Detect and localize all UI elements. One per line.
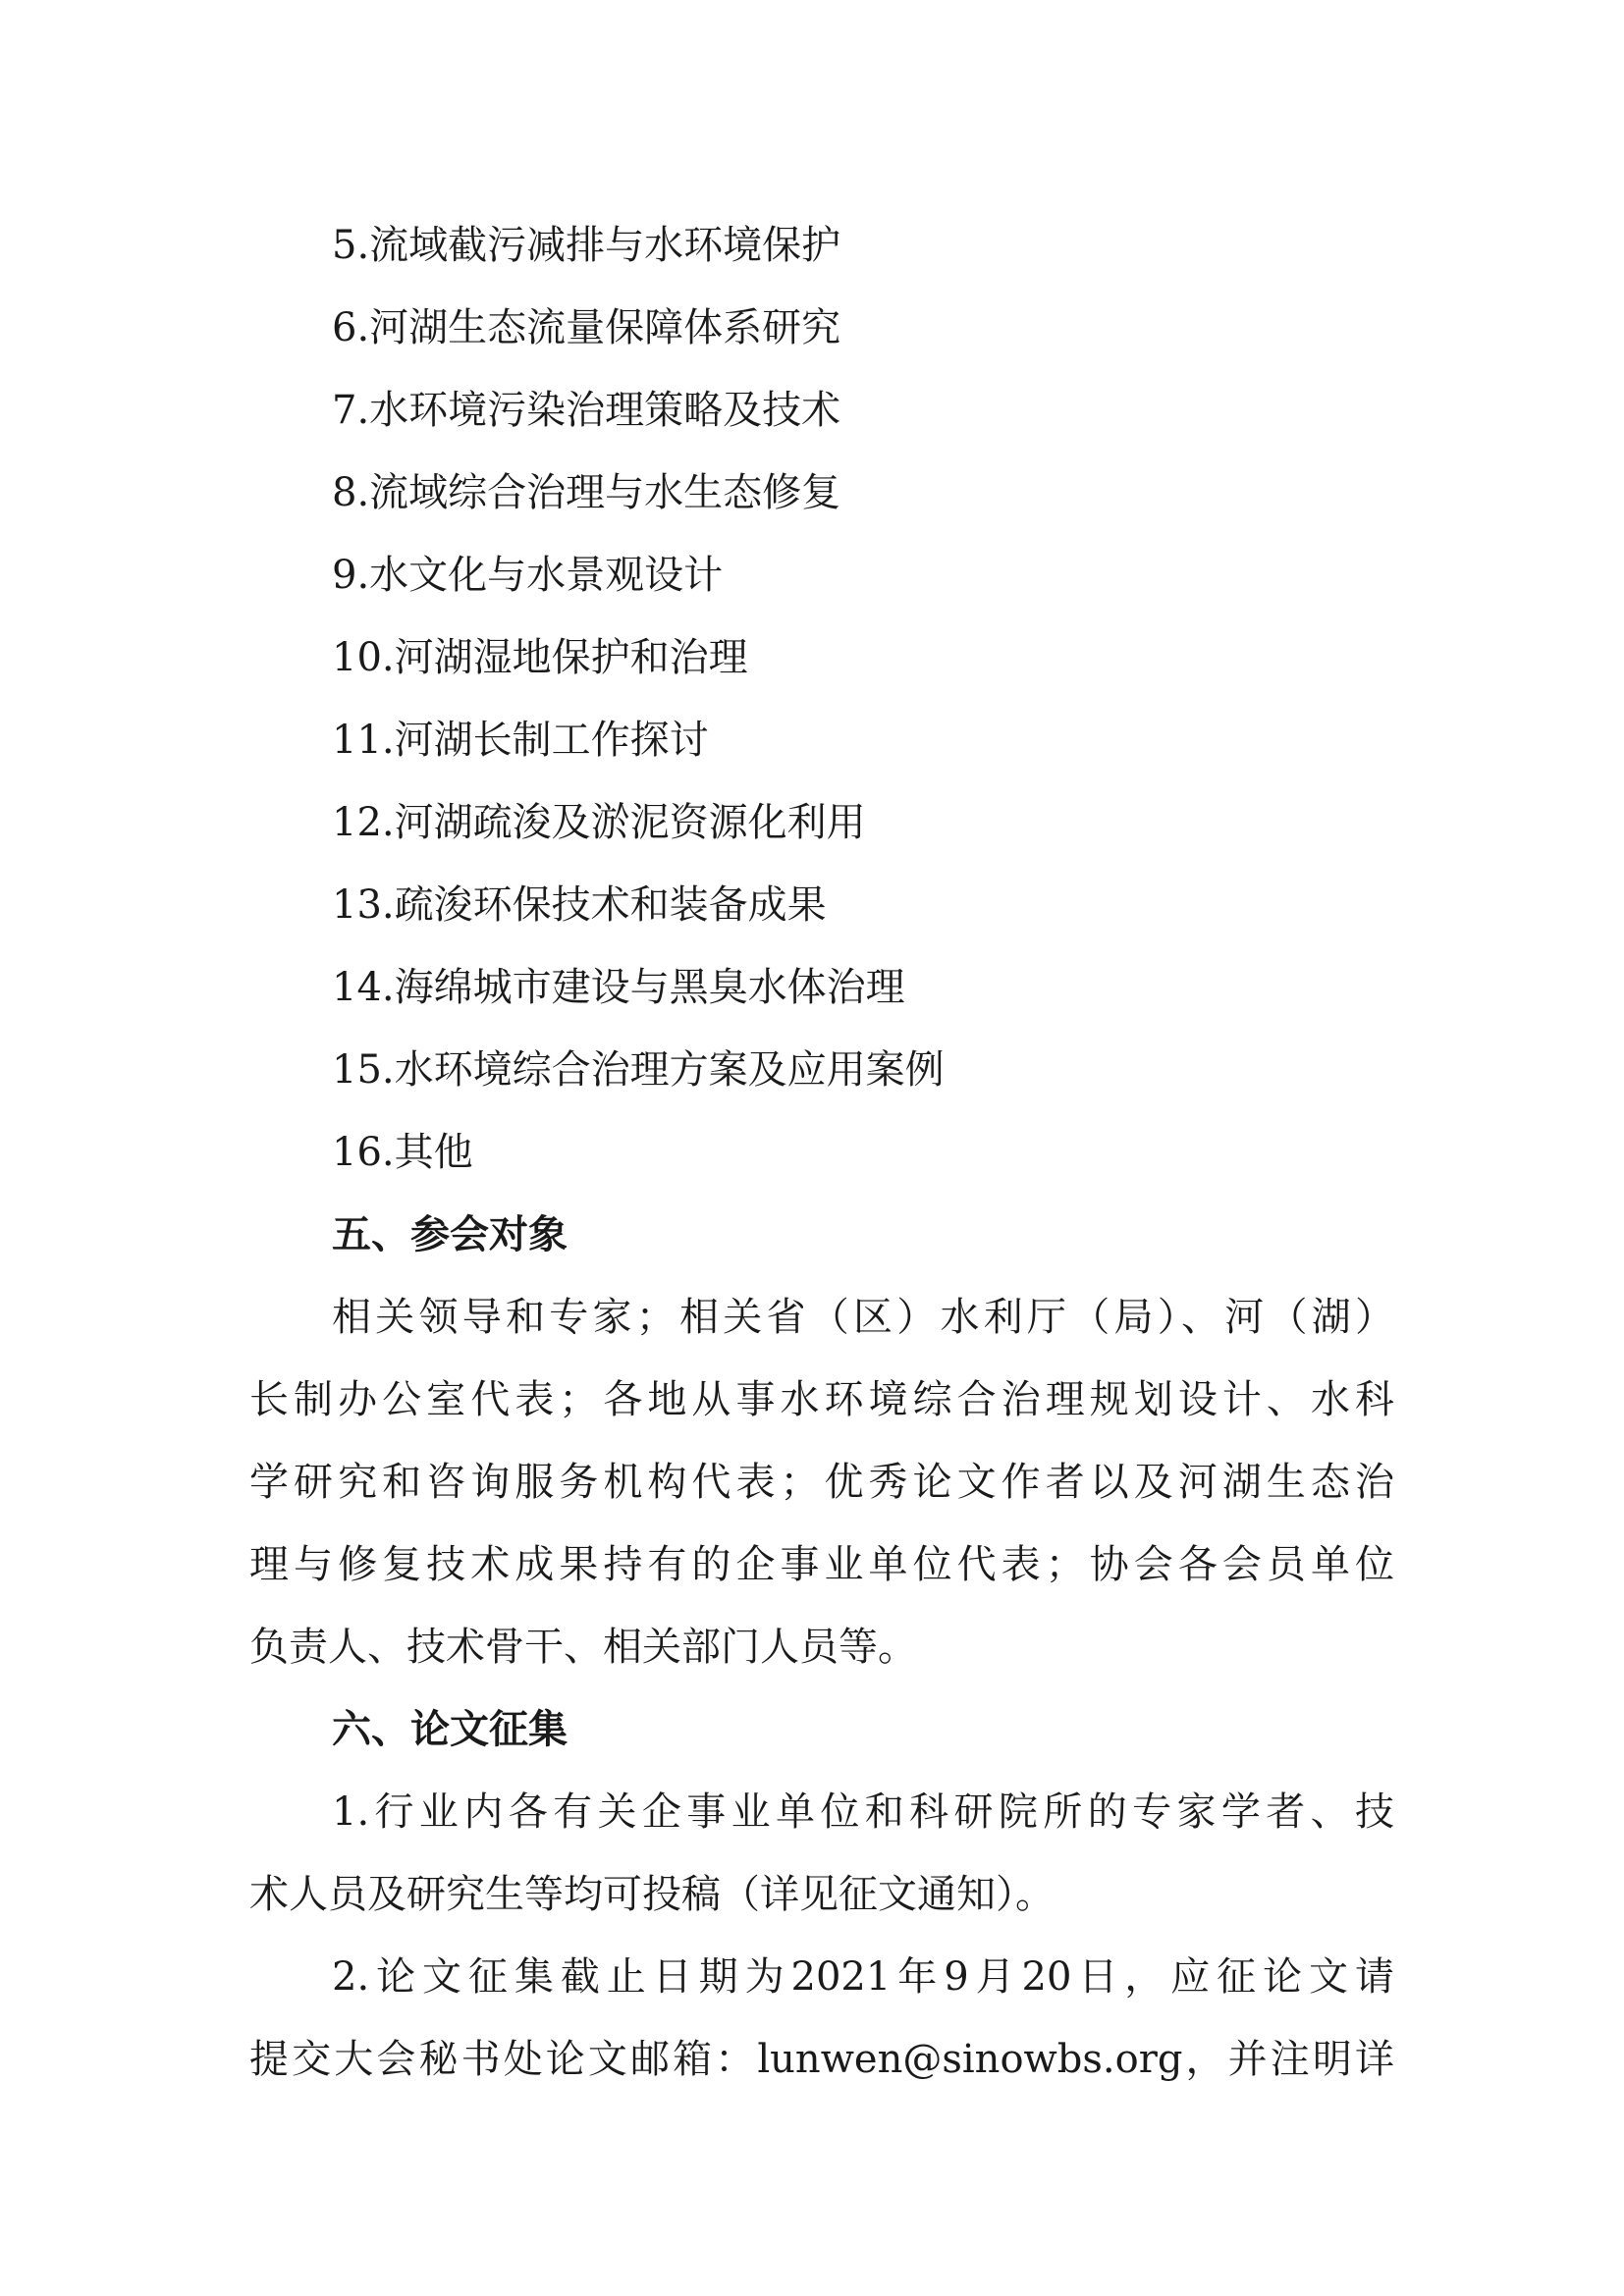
paragraph-line: 术人员及研究生等均可投稿（详见征文通知）。	[249, 1872, 1055, 1917]
topic-item: 11.河湖长制工作探讨	[332, 718, 709, 763]
paragraph-line: 提交大会秘书处论文邮箱：lunwen@sinowbs.org，并注明详	[249, 2037, 1394, 2082]
paragraph-line: 长制办公室代表；各地从事水环境综合治理规划设计、水科	[249, 1377, 1394, 1422]
topic-item: 7.水环境污染治理策略及技术	[332, 388, 841, 433]
topic-item: 15.水环境综合治理方案及应用案例	[332, 1047, 945, 1093]
topic-item: 8.流域综合治理与水生态修复	[332, 470, 841, 515]
paragraph-line: 1.行业内各有关企事业单位和科研院所的专家学者、技	[332, 1789, 1394, 1835]
paragraph-line: 相关领导和专家；相关省（区）水利厅（局）、河（湖）	[332, 1295, 1394, 1340]
topic-item: 10.河湖湿地保护和治理	[332, 635, 748, 680]
paragraph-line: 学研究和咨询服务机构代表；优秀论文作者以及河湖生态治	[249, 1460, 1394, 1505]
topic-item: 5.流域截污减排与水环境保护	[332, 223, 841, 268]
paragraph-line: 理与修复技术成果持有的企事业单位代表；协会各会员单位	[249, 1542, 1394, 1587]
topic-item: 16.其他	[332, 1130, 473, 1175]
topic-item: 9.水文化与水景观设计	[332, 553, 724, 598]
section-heading-attendees: 五、参会对象	[332, 1212, 568, 1257]
section-heading-papers: 六、论文征集	[332, 1707, 568, 1752]
paragraph-line: 负责人、技术骨干、相关部门人员等。	[249, 1625, 917, 1670]
topic-item: 13.疏浚环保技术和装备成果	[332, 882, 827, 928]
topic-item: 6.河湖生态流量保障体系研究	[332, 305, 841, 350]
topic-item: 14.海绵城市建设与黑臭水体治理	[332, 965, 905, 1010]
topic-item: 12.河湖疏浚及淤泥资源化利用	[332, 800, 866, 845]
paragraph-line: 2.论文征集截止日期为2021年9月20日，应征论文请	[332, 1954, 1394, 2000]
